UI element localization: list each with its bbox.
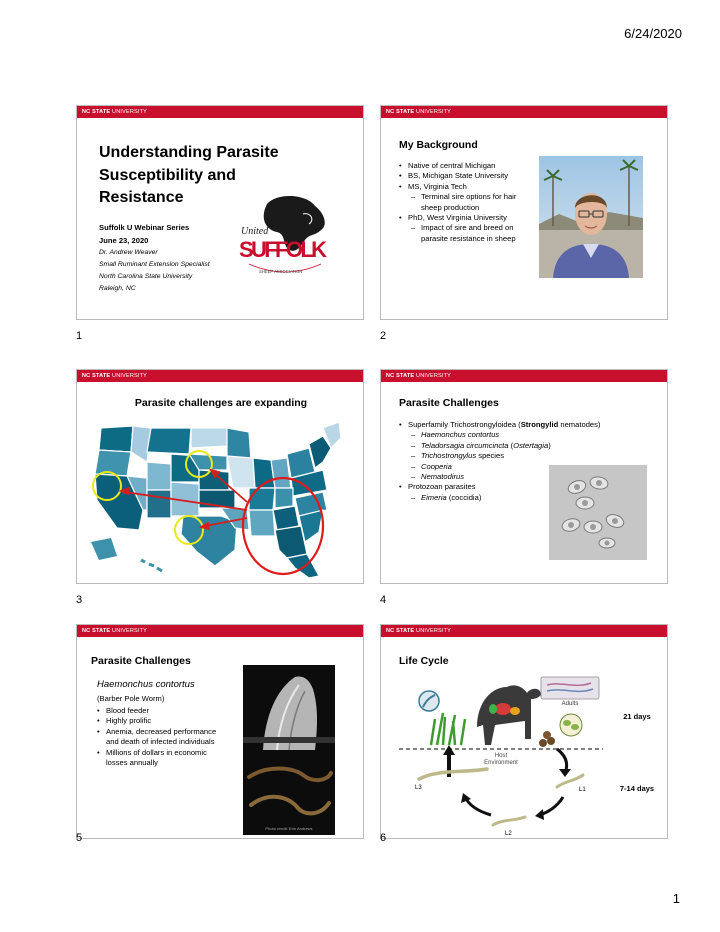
barber-pole-worm-photo xyxy=(243,665,335,835)
species-name: Haemonchus contortus xyxy=(97,679,195,690)
list-item: • Blood feeder xyxy=(97,706,247,716)
slide-number: 2 xyxy=(380,330,387,342)
slide-title: Parasite Challenges xyxy=(399,397,499,409)
suffolk-logo xyxy=(237,194,337,284)
slide-1 xyxy=(76,105,364,320)
logo-united-text: United xyxy=(241,226,269,237)
list-item: • Highly prolific xyxy=(97,716,247,726)
haemonchus-list xyxy=(97,706,247,768)
webinar-series: Suffolk U Webinar Series xyxy=(99,223,190,232)
host-label: Host xyxy=(494,753,508,759)
slide-title: Life Cycle xyxy=(399,655,449,667)
slide-number: 4 xyxy=(380,594,387,606)
l2-larva xyxy=(493,817,525,825)
environment-label: Environment xyxy=(484,760,518,766)
coccidia-micrograph xyxy=(549,465,647,560)
slide-4 xyxy=(380,369,668,584)
list-item: – Haemonchus contortus xyxy=(399,430,661,440)
days-21-label: 21 days xyxy=(623,712,651,721)
page-number: 1 xyxy=(672,891,680,906)
list-item: – Terminal sire options for hair xyxy=(399,192,549,202)
list-item: • Protozoan parasites xyxy=(399,482,661,492)
common-name: (Barber Pole Worm) xyxy=(97,694,165,703)
list-item: – Nematodirus xyxy=(399,472,661,482)
larva-zoom-icon xyxy=(419,691,439,711)
logo-suffolk-text: SUFFOLK xyxy=(239,237,327,262)
slide-brand-bar: NC STATE UNIVERSITY xyxy=(77,370,363,382)
list-item: • BS, Michigan State University xyxy=(399,171,549,181)
speaker-location: Raleigh, NC xyxy=(99,285,136,292)
list-item: – Cooperia xyxy=(399,462,661,472)
list-item: and death of infected individuals xyxy=(106,737,215,747)
slide-2 xyxy=(380,105,668,320)
background-list xyxy=(399,161,549,244)
list-item: • Superfamily Trichostrongyloidea (Strongylid nematodes) xyxy=(399,420,661,430)
slide-brand-bar: NC STATE UNIVERSITY xyxy=(77,625,363,637)
l3-label: L3 xyxy=(415,785,422,791)
slide-5 xyxy=(76,624,364,839)
l2-label: L2 xyxy=(505,831,512,837)
adult-worms-zoom xyxy=(541,677,599,707)
list-item: – Trichostrongylus species xyxy=(399,451,661,461)
photo-credit: Photo credit: Erin Andrews xyxy=(265,826,313,831)
list-item: • MS, Virginia Tech xyxy=(399,182,549,192)
speaker-org: North Carolina State University xyxy=(99,273,193,280)
slide-title: Parasite Challenges xyxy=(91,655,191,667)
grass-icon xyxy=(431,713,465,745)
slide-number: 6 xyxy=(380,832,387,844)
slide-title: Parasite challenges are expanding xyxy=(134,397,308,409)
speaker-name: Dr. Andrew Weaver xyxy=(99,249,158,256)
l1-larva xyxy=(557,775,583,787)
hawaii-shape xyxy=(141,560,162,571)
speaker-role: Small Ruminant Extension Specialist xyxy=(99,261,210,268)
l1-label: L1 xyxy=(579,787,586,793)
list-item: losses annually xyxy=(106,758,158,768)
slide-brand-bar: NC STATE UNIVERSITY xyxy=(381,370,667,382)
page-date: 6/24/2020 xyxy=(624,26,682,41)
sheep-icon xyxy=(477,685,541,745)
life-cycle-diagram xyxy=(391,669,663,839)
logo-ring-text: SHEEP ASSOCIATION xyxy=(259,269,303,274)
l3-larva xyxy=(419,769,487,779)
slide-brand-bar: NC STATE UNIVERSITY xyxy=(381,106,667,118)
slide-number: 3 xyxy=(76,594,83,606)
feces-icon xyxy=(539,731,555,747)
slide-3 xyxy=(76,369,364,584)
slide-number: 5 xyxy=(76,832,83,844)
us-map xyxy=(87,418,351,580)
list-item: – Teladorsagia circumcincta (Ostertagia) xyxy=(399,441,661,451)
slide-number: 1 xyxy=(76,330,83,342)
list-item: • Anemia, decreased performance xyxy=(97,727,247,737)
list-item: • Millions of dollars in economic xyxy=(97,748,247,758)
adults-label: Adults xyxy=(561,701,579,707)
list-item: • Native of central Michigan xyxy=(399,161,549,171)
webinar-date: June 23, 2020 xyxy=(99,236,149,245)
slide-brand-bar: NC STATE UNIVERSITY xyxy=(381,625,667,637)
list-item: • PhD, West Virginia University xyxy=(399,213,549,223)
list-item: sheep production xyxy=(421,202,480,212)
slide-title: Understanding Parasite Susceptibility and Resistance xyxy=(99,144,279,206)
list-item: – Eimeria (coccidia) xyxy=(399,493,661,503)
egg-zoom-icon xyxy=(560,714,582,736)
days-7-14-label: 7-14 days xyxy=(619,784,655,793)
slide-title: My Background xyxy=(399,139,478,151)
slide-brand-bar: NC STATE UNIVERSITY xyxy=(77,106,363,118)
alaska-shape xyxy=(91,538,117,560)
speaker-photo xyxy=(539,156,643,278)
slide-6 xyxy=(380,624,668,839)
list-item: – Impact of sire and breed on xyxy=(399,223,549,233)
list-item: parasite resistance in sheep xyxy=(421,233,516,243)
